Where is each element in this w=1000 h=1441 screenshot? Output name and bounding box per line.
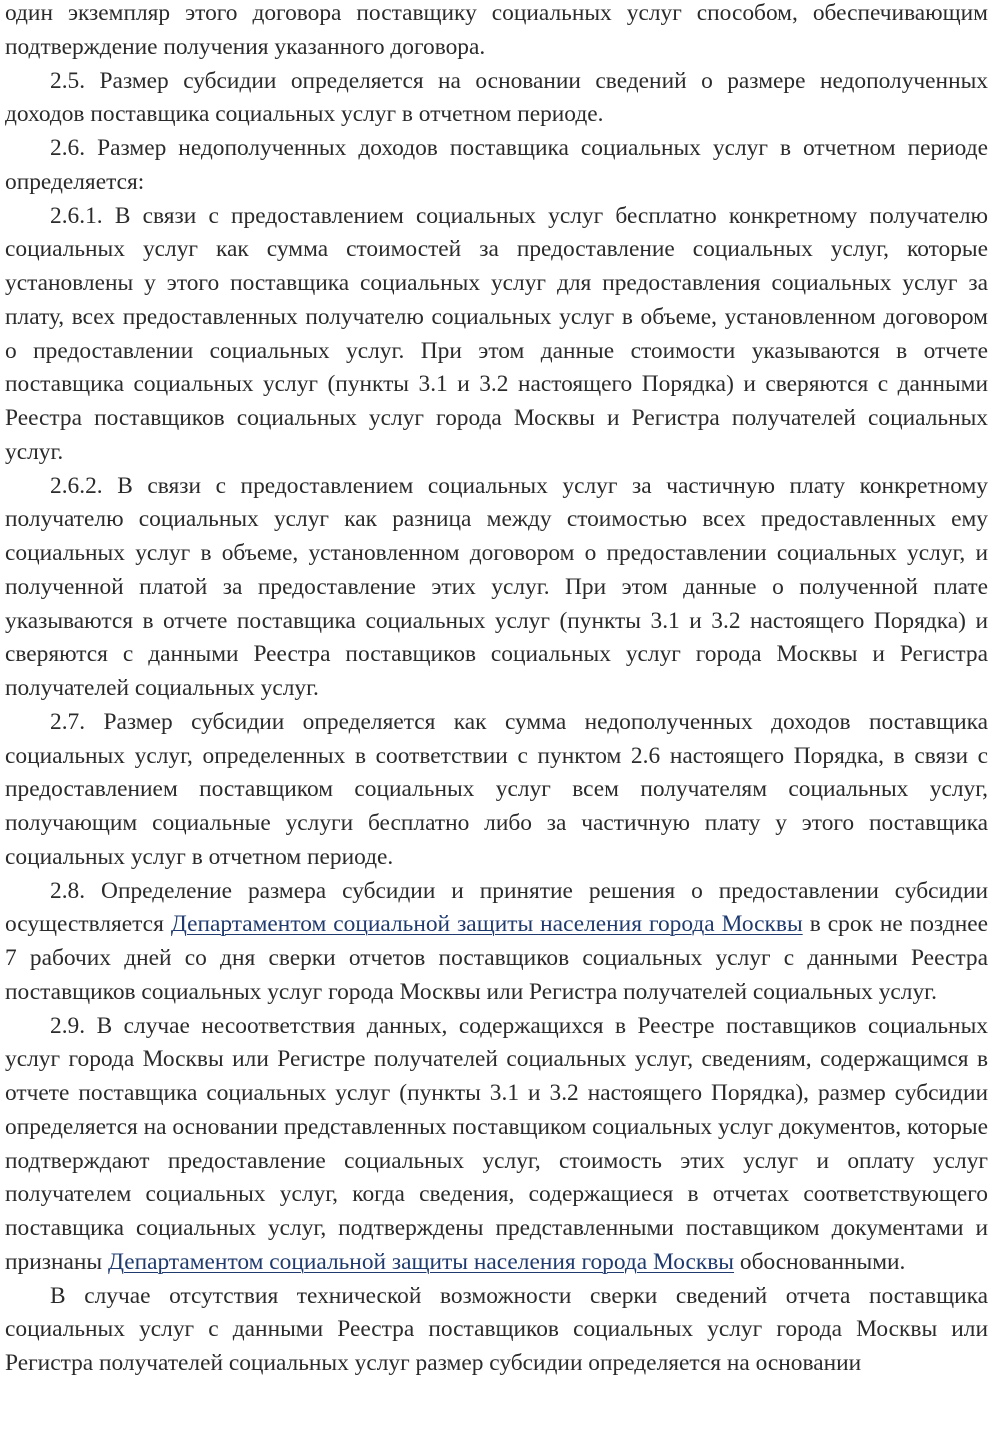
paragraph-2-9-text-after: обоснованными. — [734, 1248, 906, 1275]
paragraph-no-technical-possibility: В случае отсутствия технической возможности сверки сведений отчета поставщика социальных услуг с данными Реестра поставщиков социальных услуг города Москвы или Регистра получателей социальных услуг размер субсидии определяется на основании — [5, 1282, 988, 1376]
paragraph-2-6-1: 2.6.1. В связи с предоставлением социальных услуг бесплатно конкретному получателю социальных услуг как сумма стоимостей за предоставление социальных услуг, которые установлены у этого поставщика социальных услуг для предоставления социальных услуг за плату, всех предоставленных получателю социальных услуг в объеме, установленном договором о предоставлении социальных услуг. При этом данные стоимости указываются в отчете поставщика социальных услуг (пункты 3.1 и 3.2 настоящего Порядка) и сверяются с данными Реестра поставщиков социальных услуг города Москвы и Регистра получателей социальных услуг. — [5, 202, 988, 465]
document-page — [5, 0, 988, 1381]
paragraph-2-6-2: 2.6.2. В связи с предоставлением социальных услуг за частичную плату конкретному получателю социальных услуг как разница между стоимостью всех предоставленных ему социальных услуг в объеме, установленном договором о предоставлении социальных услуг, и полученной платой за предоставление этих услуг. При этом данные о полученной плате указываются в отчете поставщика социальных услуг (пункты 3.1 и 3.2 настоящего Порядка) и сверяются с данными Реестра поставщиков социальных услуг города Москвы и Регистра получателей социальных услуг. — [5, 472, 988, 701]
paragraph-2-6: 2.6. Размер недополученных доходов поставщика социальных услуг в отчетном периоде определяется: — [5, 135, 988, 195]
paragraph-2-7: 2.7. Размер субсидии определяется как сумма недополученных доходов поставщика социальных услуг, определенных в соответствии с пунктом 2.6 настоящего Порядка, в связи с предоставлением поставщиком социальных услуг всем получателям социальных услуг, получающим социальные услуги бесплатно либо за частичную плату у этого поставщика социальных услуг в отчетном периоде. — [5, 708, 988, 870]
paragraph-2-8-text-before: 2.8. Определение размера субсидии и принятие решения о предоставлении субсидии осуществляется — [5, 877, 988, 938]
paragraph-2-8 — [5, 875, 988, 1010]
department-link[interactable]: Департаментом социальной защиты населения города Москвы — [170, 911, 803, 938]
paragraph-2-9 — [5, 1010, 988, 1280]
paragraph-continuation: один экземпляр этого договора поставщику социальных услуг способом, обеспечивающим подтверждение получения указанного договора. — [5, 0, 988, 60]
department-link[interactable]: Департаментом социальной защиты населения города Москвы — [107, 1248, 735, 1275]
paragraph-2-9-text-before: 2.9. В случае несоответствия данных, содержащихся в Реестре поставщиков социальных услуг города Москвы или Регистре получателей социальных услуг, сведениям, содержащимся в отчете поставщика социальных услуг (пункты 3.1 и 3.2 настоящего Порядка), размер субсидии определяется на основании представленных поставщиком социальных услуг документов, которые подтверждают предоставление социальных услуг, стоимость этих услуг и оплату услуг получателем социальных услуг, когда сведения, содержащиеся в отчетах соответствующего поставщика социальных услуг, подтверждены представленными поставщиком документами и признаны — [5, 1012, 988, 1275]
paragraph-2-8-text-after: в срок не позднее 7 рабочих дней со дня сверки отчетов поставщиков социальных услуг с данными Реестра поставщиков социальных услуг города Москвы или Регистра получателей социальных услуг. — [5, 911, 988, 1005]
paragraph-2-5: 2.5. Размер субсидии определяется на основании сведений о размере недополученных доходов поставщика социальных услуг в отчетном периоде. — [5, 67, 988, 128]
